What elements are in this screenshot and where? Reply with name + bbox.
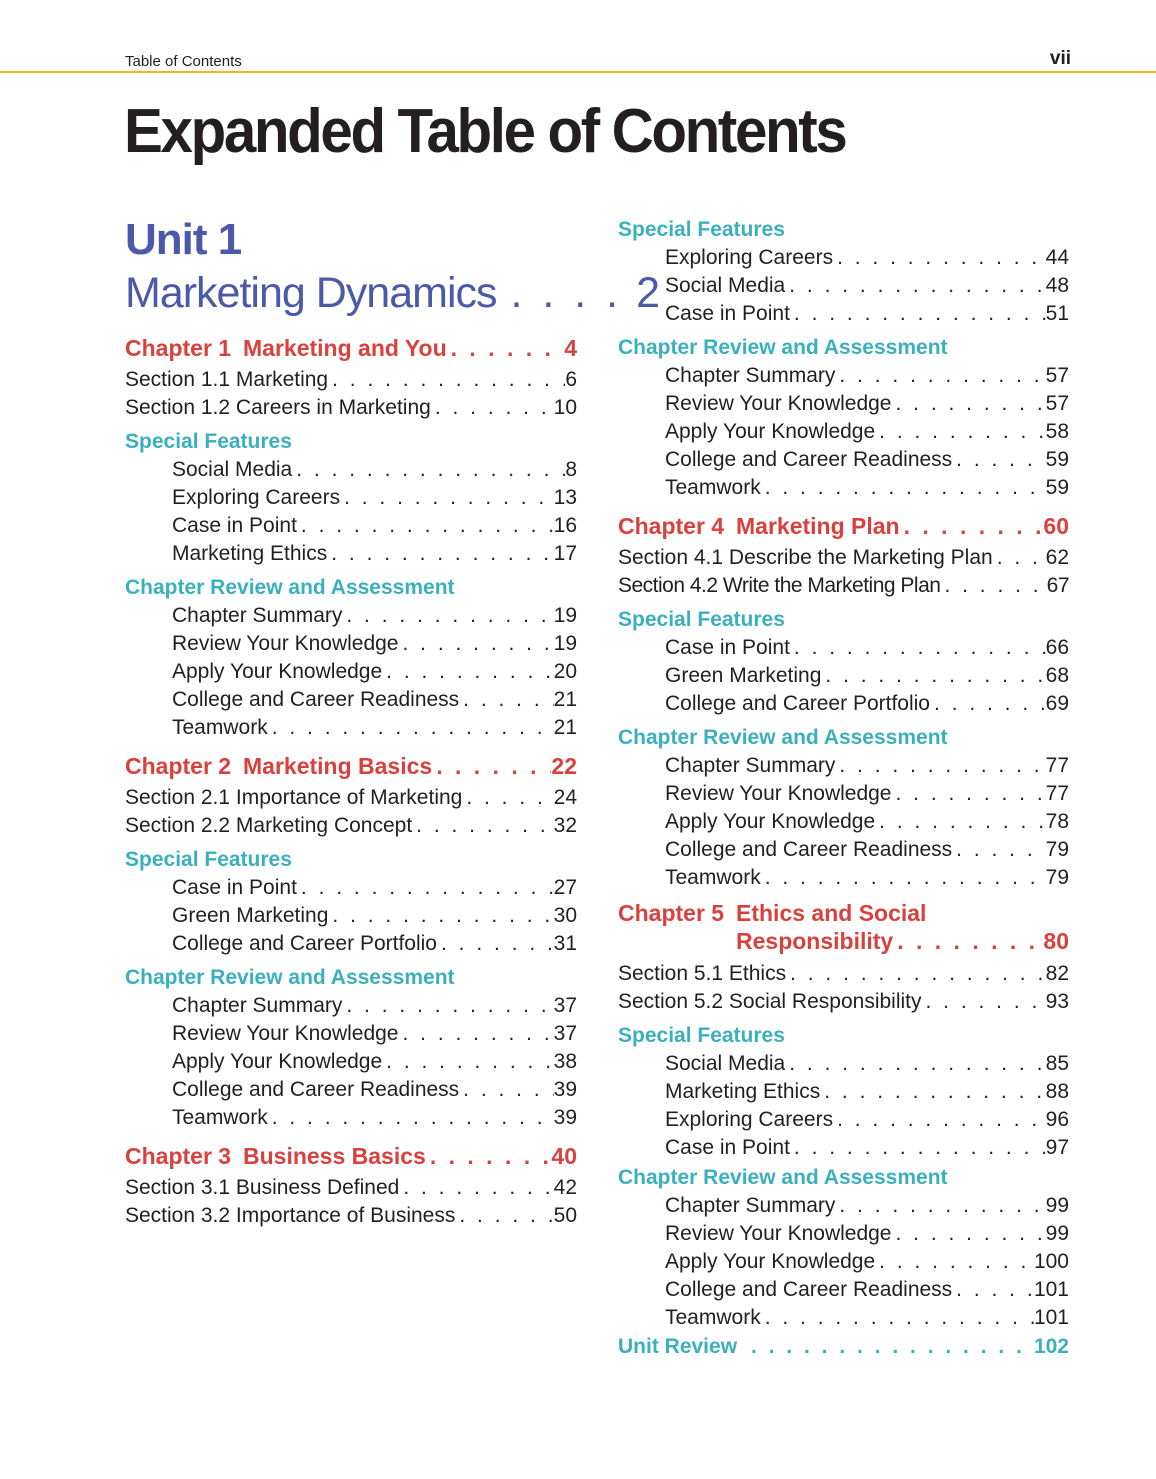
running-header bbox=[125, 48, 1071, 72]
toc-entry[interactable]: College and Career Readiness . . . 39 bbox=[125, 1076, 577, 1104]
toc-entry[interactable]: Review Your Knowledge . . . 77 bbox=[618, 780, 1069, 808]
chapter-title: Marketing and You bbox=[243, 335, 447, 361]
unit-number: Unit 1 bbox=[125, 215, 242, 264]
toc-right-column bbox=[618, 214, 1069, 1362]
toc-entry[interactable]: Green Marketing . . . 30 bbox=[125, 902, 577, 930]
page-number: vii bbox=[1049, 48, 1071, 69]
toc-entry[interactable]: Case in Point . . . 16 bbox=[125, 512, 577, 540]
chapter-title: Marketing Basics bbox=[243, 753, 433, 779]
header-rule bbox=[0, 71, 1156, 73]
chapter-title: Ethics and Social bbox=[736, 900, 927, 926]
toc-entry[interactable]: Social Media . . . 8 bbox=[125, 456, 577, 484]
chapter-review-heading: Chapter Review and Assessment bbox=[618, 1166, 948, 1189]
chapter-page: 40 bbox=[551, 1143, 577, 1169]
toc-entry[interactable]: Review Your Knowledge . . . 99 bbox=[618, 1220, 1069, 1248]
unit-title: Marketing Dynamics bbox=[125, 269, 497, 317]
toc-entry[interactable]: College and Career Portfolio . . . 69 bbox=[618, 690, 1069, 718]
unit-review-page: 102 bbox=[1033, 1335, 1069, 1358]
toc-left-column bbox=[125, 214, 660, 1230]
toc-entry[interactable]: Apply Your Knowledge . . . 58 bbox=[618, 418, 1069, 446]
toc-entry[interactable]: Chapter Summary . . . 77 bbox=[618, 752, 1069, 780]
toc-entry[interactable]: Teamwork . . . 79 bbox=[618, 864, 1069, 892]
chapter-title: Business Basics bbox=[243, 1143, 426, 1169]
chapter-4-entry[interactable] bbox=[618, 508, 1069, 544]
unit-review-entry[interactable] bbox=[618, 1332, 1069, 1362]
toc-entry[interactable]: Chapter Summary . . . 99 bbox=[618, 1192, 1069, 1220]
toc-entry[interactable]: Section 5.2 Social Responsibility . . . 93 bbox=[618, 988, 1069, 1016]
chapter-review-heading: Chapter Review and Assessment bbox=[125, 966, 455, 989]
toc-entry[interactable]: Section 2.2 Marketing Concept . . . 32 bbox=[125, 812, 577, 840]
chapter-number: Chapter 5 bbox=[618, 900, 725, 926]
chapter-page: 80 bbox=[1043, 928, 1069, 954]
chapter-page: 4 bbox=[564, 335, 577, 361]
chapter-number: Chapter 4 bbox=[618, 513, 725, 539]
chapter-title: Marketing Plan bbox=[736, 513, 900, 539]
chapter-review-heading: Chapter Review and Assessment bbox=[618, 726, 948, 749]
toc-entry[interactable]: Apply Your Knowledge . . . 100 bbox=[618, 1248, 1069, 1276]
toc-entry[interactable]: College and Career Readiness . . . 101 bbox=[618, 1276, 1069, 1304]
chapter-number: Chapter 2 bbox=[125, 753, 232, 779]
toc-entry[interactable]: Chapter Summary . . . 37 bbox=[125, 992, 577, 1020]
toc-entry[interactable]: College and Career Portfolio . . . 31 bbox=[125, 930, 577, 958]
toc-entry[interactable]: Section 2.1 Importance of Marketing . . . 24 bbox=[125, 784, 577, 812]
chapter-title-continued: Responsibility bbox=[736, 928, 894, 954]
special-features-heading: Special Features bbox=[618, 1024, 785, 1047]
toc-entry[interactable]: Review Your Knowledge . . . 57 bbox=[618, 390, 1069, 418]
chapter-number: Chapter 1 bbox=[125, 335, 232, 361]
chapter-5-entry[interactable] bbox=[618, 898, 1069, 926]
page-title: Expanded Table of Contents bbox=[124, 97, 846, 166]
toc-entry[interactable]: Teamwork . . . 39 bbox=[125, 1104, 577, 1132]
toc-entry[interactable]: Exploring Careers . . . 44 bbox=[618, 244, 1069, 272]
chapter-review-heading: Chapter Review and Assessment bbox=[618, 336, 948, 359]
toc-entry[interactable]: College and Career Readiness . . . 79 bbox=[618, 836, 1069, 864]
special-features-heading: Special Features bbox=[618, 218, 785, 241]
toc-entry[interactable]: Teamwork . . . 21 bbox=[125, 714, 577, 742]
toc-entry[interactable]: Case in Point . . . 51 bbox=[618, 300, 1069, 328]
toc-entry[interactable]: Case in Point . . . 27 bbox=[125, 874, 577, 902]
toc-entry[interactable]: Review Your Knowledge . . . 19 bbox=[125, 630, 577, 658]
toc-entry[interactable]: Apply Your Knowledge . . . 20 bbox=[125, 658, 577, 686]
toc-entry[interactable]: Review Your Knowledge . . . 37 bbox=[125, 1020, 577, 1048]
toc-entry[interactable]: Marketing Ethics . . . 88 bbox=[618, 1078, 1069, 1106]
toc-entry[interactable]: Exploring Careers . . . 96 bbox=[618, 1106, 1069, 1134]
toc-entry[interactable]: Teamwork . . . 101 bbox=[618, 1304, 1069, 1332]
chapter-review-heading: Chapter Review and Assessment bbox=[125, 576, 455, 599]
toc-entry[interactable]: College and Career Readiness . . . 21 bbox=[125, 686, 577, 714]
toc-entry[interactable]: Case in Point . . . 97 bbox=[618, 1134, 1069, 1162]
toc-entry[interactable]: Section 3.2 Importance of Business . . . 50 bbox=[125, 1202, 577, 1230]
toc-entry[interactable]: Social Media . . . 48 bbox=[618, 272, 1069, 300]
unit-review-label: Unit Review bbox=[618, 1335, 738, 1358]
unit-leader: . . . . bbox=[510, 269, 623, 317]
chapter-page: 60 bbox=[1043, 513, 1069, 539]
toc-entry[interactable]: Marketing Ethics . . . 17 bbox=[125, 540, 577, 568]
special-features-heading: Special Features bbox=[618, 608, 785, 631]
toc-entry[interactable]: Apply Your Knowledge . . . 78 bbox=[618, 808, 1069, 836]
toc-entry[interactable]: Section 1.1 Marketing . . . 6 bbox=[125, 366, 577, 394]
toc-entry[interactable]: Section 5.1 Ethics . . . 82 bbox=[618, 960, 1069, 988]
toc-entry[interactable]: College and Career Readiness . . . 59 bbox=[618, 446, 1069, 474]
chapter-page: 22 bbox=[551, 753, 577, 779]
special-features-heading: Special Features bbox=[125, 430, 292, 453]
toc-entry[interactable]: Section 3.1 Business Defined . . . 42 bbox=[125, 1174, 577, 1202]
chapter-5-entry-line2[interactable] bbox=[618, 926, 1069, 960]
running-header-title: Table of Contents bbox=[125, 53, 242, 70]
unit-title-entry[interactable] bbox=[125, 266, 660, 330]
toc-entry[interactable]: Green Marketing . . . 68 bbox=[618, 662, 1069, 690]
chapter-3-entry[interactable] bbox=[125, 1138, 577, 1174]
chapter-2-entry[interactable] bbox=[125, 748, 577, 784]
toc-entry[interactable]: Chapter Summary . . . 57 bbox=[618, 362, 1069, 390]
toc-entry[interactable]: Exploring Careers . . . 13 bbox=[125, 484, 577, 512]
chapter-number: Chapter 3 bbox=[125, 1143, 232, 1169]
unit-page: 2 bbox=[636, 269, 660, 317]
toc-entry[interactable]: Section 4.2 Write the Marketing Plan . . . 67 bbox=[618, 572, 1069, 600]
special-features-heading: Special Features bbox=[125, 848, 292, 871]
toc-entry[interactable]: Chapter Summary . . . 19 bbox=[125, 602, 577, 630]
toc-entry[interactable]: Teamwork . . . 59 bbox=[618, 474, 1069, 502]
chapter-1-entry[interactable] bbox=[125, 330, 577, 366]
toc-entry[interactable]: Social Media . . . 85 bbox=[618, 1050, 1069, 1078]
toc-entry[interactable]: Section 1.2 Careers in Marketing . . . 10 bbox=[125, 394, 577, 422]
toc-entry[interactable]: Apply Your Knowledge . . . 38 bbox=[125, 1048, 577, 1076]
toc-entry[interactable]: Section 4.1 Describe the Marketing Plan . . . 62 bbox=[618, 544, 1069, 572]
toc-entry[interactable]: Case in Point . . . 66 bbox=[618, 634, 1069, 662]
